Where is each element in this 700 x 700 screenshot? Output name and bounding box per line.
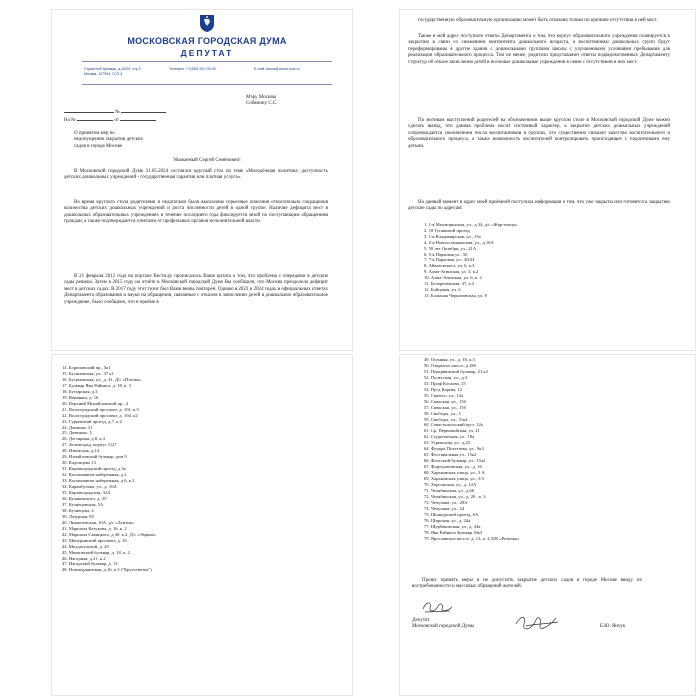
address-list-item: 32. Космонавтов набережная, д.2 xyxy=(62,472,127,478)
address-list-item: 53. Проф Козлова, 15 xyxy=(424,380,466,386)
address-list-item: 13. Большая Черкизовская, ул. 8 xyxy=(424,292,487,298)
address-list-item: 35. Кировоградская, 32А xyxy=(62,490,111,496)
address-list-item: 38. Кузнецова, 4 xyxy=(62,507,94,513)
address-list-item: 72. Челябинская, ул., д. 20 , к. 3 xyxy=(424,493,486,499)
letter-page-1 xyxy=(52,10,352,350)
outgoing-number-line: № xyxy=(64,110,166,116)
address-list-item: 20. Верхний Михайловский пр., 4 xyxy=(62,400,128,406)
kindergarten-address-list xyxy=(424,222,517,299)
address-list-item: 12. Бойцовая, ул. 6 xyxy=(424,286,461,292)
handwritten-initials xyxy=(420,599,460,615)
address-list-item: 65. Фестивальная ул., 15к2 xyxy=(424,452,477,458)
address-list-item: 19. Вешняки, д. 16 xyxy=(62,394,99,400)
address-list-item: 21. Волгоградский проспект, д. 101, к.5 xyxy=(62,406,139,412)
address-list-item: 41. Маршала Катукова, д. 16, к. 2 xyxy=(62,525,127,531)
address-list-item: 54. Пр-д Карева, 12 xyxy=(424,386,462,392)
paragraph: В Московской городской Думе 31.05.2024 состоялся круглый стол по теме «Молодёжная политика: доступность детских дошкольных учреждений - государственная гарантия или платная услуга». xyxy=(64,169,328,181)
address-list-item: 1. 1-я Мытищинская, ул., д.34, д/с «Жар-птица» xyxy=(424,222,518,227)
letterhead-rule xyxy=(82,61,332,62)
address-list-item: 77. Щербаковская, ул., д. 44а xyxy=(424,523,481,529)
address-list-item: 46. Нагорная, д.21, к.2 xyxy=(62,555,106,561)
address-list-item: 4. 2-я Новоостанкинская, ул., д.10А xyxy=(424,239,494,245)
reference-number-line: На № от xyxy=(64,118,156,124)
address-list-item: 8. Айвазовского, ул. 6, к.3 xyxy=(424,263,475,269)
address-list-item: 17. Бульвар Яна Райниса, д. 18, к. 3 xyxy=(62,382,131,388)
letter-page-4 xyxy=(400,355,695,695)
address-list-item: 60. Севастопольский пр-т, 12а xyxy=(424,422,483,428)
letter-page-2 xyxy=(400,10,695,350)
paragraph: В 21 февраля 2012 года на портале Вести.ру прописалось Ваше цитата о том, что проблема с очередями в детские сады решена. Затем в 2015 году на отчёте в Московской городской Думе Вы сообщили, что Москва преодолела дефицит мест в детских садах. В 2017 году этот тезис был Вами вновь повторён. Однако в 2023 и 2024 годах в официальных ответах Департамента образования и науки на обращения, связанные с отказом в зачислении детей в дошкольное образовательное учреждение, было сообщено, что в приёме в xyxy=(64,274,328,305)
address-list-item: 2. 18 Тупиковой проезд xyxy=(424,227,470,233)
address-list-item: 74. Чечулина, ул., 24 xyxy=(424,505,465,511)
letter-page-3 xyxy=(52,355,352,695)
address-list-item: 44. Молдагуловой, д. 20 xyxy=(62,543,109,549)
address-list-item: 57. Сиваская, ул., 15б xyxy=(424,404,466,410)
address-list-item: 28. Изюмская, д.14 xyxy=(62,448,100,454)
address-list-item: 24. Дениова, 31 xyxy=(62,424,93,430)
address-list-item: 52. Полесская, ул., д.3 xyxy=(424,374,468,380)
address-list-item: 66. Флотский бульвар, ул., 15а2 xyxy=(424,458,486,464)
address-list-item: 73. Чечулина, ул., 20А xyxy=(424,499,468,505)
address-list-item: 6. 5-я Парковая ул., 50 xyxy=(424,251,468,257)
address-list-item: 3. 1-я Владимирская, ул., 15а xyxy=(424,233,481,239)
address-list-item: 5. 50 лет Октября, ул., 21А xyxy=(424,245,477,251)
address-list-item: 11. Белореченская, 47, к.2 xyxy=(424,281,475,287)
reference-label: На № xyxy=(64,118,76,123)
address-list-item: 40. Лианозовская, 10А, д/с «Лунтик» xyxy=(62,519,135,525)
address-list-item: 33. Космонавтов набережная, д.6, к.3 xyxy=(62,478,135,484)
address-list-item: 18. Бутырская, д.3 xyxy=(62,388,98,394)
address-list-item: 31. Кировоградский проезд, д.3а xyxy=(62,466,126,472)
letterhead-role: ДЕПУТАТ xyxy=(180,48,234,58)
address-list-item: 9. Алма-Атинская, ул. 3, к.2 xyxy=(424,269,479,275)
address-list-item: 15. Бусиновская, ул., 37 к1 xyxy=(62,370,114,376)
address-list-item: 25. Довенько, 5 xyxy=(62,430,92,436)
address-list-item: 71. Челябинская, ул., д.60 xyxy=(424,487,475,493)
letter-subject: О принятии мер по недопущению закрытия детских садов в городе Москве xyxy=(74,131,144,149)
address-list-item: 48. Новокуркинская, д.16, к.3 ("Кругосветка") xyxy=(62,567,152,573)
address-list-item: 16. Бусиновская, ул., д. 41, Д/с «Пчелка» xyxy=(62,376,142,382)
paragraph: Во время круглого стола родителями и педагогами были высказаны серьезные опасения относительно сокращения количества детских дошкольных учреждений и роста численности детей в одной группе. Наличие дефицита мест в дошкольных образовательных учреждениях в течение последнего года фиксируется мной по поступающим обращениям граждан, а также подтверждается ответами от профильных органов исполнительной власти. xyxy=(64,200,328,225)
address-list-item: 75. Шенкурский проезд, 6А xyxy=(424,511,479,517)
address-list-item: 59. Свободы, ул., 51к4 xyxy=(424,416,468,422)
address-list-item: 7. 7-я Парковая, ул., 30/24 xyxy=(424,257,475,263)
address-list-item: 76. Широкая, ул., д. 24а xyxy=(424,517,471,523)
address-list-item: 58. Свободы, ул., 5 xyxy=(424,410,461,416)
address-list-item: 36. Кулаковского, д. 35 xyxy=(62,495,107,501)
address-list-item: 30. Кадомцева 13 xyxy=(62,460,96,466)
address-list-item: 14. Бориловский пр., 5к1 xyxy=(62,365,111,370)
kindergarten-address-list xyxy=(62,365,156,573)
greeting: Уважаемый Сергей Семёнович! xyxy=(173,158,241,163)
address-list-item: 62. Студенческая, ул., 18а xyxy=(424,434,475,440)
address-list-item: 69. Харьковская улица, ул., 5/3 xyxy=(424,476,484,482)
address-list-item: 70. Херсонская, ул., д. 12А xyxy=(424,482,477,488)
address-list-item: 63. Угрешская, ул., д.23 xyxy=(424,440,471,446)
address-list-item: 68. Харьковская улица, ул., 3 А xyxy=(424,470,485,476)
address-list-item: 55. Святого, ул., 13а xyxy=(424,392,464,398)
address-list-item: 56. Сиваская, ул., 15б xyxy=(424,398,466,404)
signatory-title: Депутат Московской городской Думы xyxy=(412,618,475,630)
address-list-item: 39. Лазурная, 83 xyxy=(62,513,94,519)
address-list-item: 29. Измайловский бульвар, дом 9 xyxy=(62,454,127,460)
address-list-item: 50. Открытое шоссе, д.28б xyxy=(424,362,477,368)
paragraph: По мотивам выступлений родителей на обозначенном выше круглом столе в Московской городской Думе можно сделать вывод, что данная проблема носит системный характер, а закрытие детских дошкольных учреждений сопровождается увеличением числа воспитанников в группах, что существенно снижает качество воспитательного и образовательного процесса, а также возможность воспитателей контролировать происходящее с подопечными ему детьми. xyxy=(408,118,670,149)
address-list-item: 78. Яна Райниса бульвар 18к3 xyxy=(424,529,483,535)
paragraph: государственную образовательную организацию может быть отказано только по причине отсутствия в ней мест. xyxy=(418,18,658,23)
address-list-item: 26. Дегтярная, д.8, к.3 xyxy=(62,436,106,442)
address-list-item: 37. Кузнецовская, 5А xyxy=(62,501,104,507)
moscow-crest-icon xyxy=(198,13,216,33)
address-list-item: 67. Фортунатовская, ул., д. 16 xyxy=(424,464,482,470)
letterhead-org: МОСКОВСКАЯ ГОРОДСКАЯ ДУМА xyxy=(127,36,287,46)
address-list-item: 51. Перервинский бульвар, 21 к2 xyxy=(424,368,488,374)
paragraph: Также в мой адрес поступили ответы Департамента о том, что корпус образовательного учреждения планируется к закрытию в связи со снижением контингента дошкольного возраста, а воспитанники дошкольных групп будут переформированы в другие здания с дошкольными группами школы с улучшенными условиями пребывания для реализации образовательного процесса. Тем не менее, родители представляют ответы подведомственных Департаменту структур об отказе зачисления детей в ясельные дошкольные учреждения в связи с отсутствием в них мест. xyxy=(408,34,670,65)
address-list-item: 10. Алма-Атинская, ул. 6, к. 2 xyxy=(424,275,482,281)
paragraph: На данный момент в адрес моей приёмной поступила информация о том, что уже закрыты или готовятся к закрытию детские сады по адресам: xyxy=(408,200,670,212)
letterhead-rule-bottom xyxy=(82,84,332,85)
address-list-item: 64. Федора Полетаева, ул., 9к3 xyxy=(424,446,484,452)
address-list-item: 34. Карамбулова, ул., д. 16А xyxy=(62,484,117,490)
contact-address: Страстной бульвар, д.15/29, стр.2, Москва, 127994, ГСП-4 xyxy=(84,67,142,76)
address-list-item: 42. Маршала Савицкого, д.30, к.2, Д/с «Эврика» xyxy=(62,531,156,537)
address-list-item: 22. Волгоградский проспект, д. 104, к2 xyxy=(62,412,138,418)
handwritten-signature xyxy=(512,612,562,634)
contact-phone: Телефон: +7(495) 957-05-00 xyxy=(169,67,216,71)
address-list-item: 27. Зеленоград, корпус 1127 xyxy=(62,442,117,448)
address-list-item: 49. Осенняя, ул., д. 18, к.3 xyxy=(424,357,475,362)
kindergarten-address-list xyxy=(424,357,519,542)
contact-email: E-mail: duma@duma.mos.ru xyxy=(254,67,300,71)
signatory-name: Е.Ю. Янчук xyxy=(600,624,626,629)
closing-request: Прошу принять меры и не допустить закрытие детских садов в городе Москве ввиду их востребованности и массовых обращений жителей. xyxy=(412,578,642,590)
address-list-item: 23. Гурьевский проезд, д.7, к.2 xyxy=(62,418,122,424)
address-list-item: 61. Ср. Первомайская, ул. 21 xyxy=(424,428,480,434)
address-list-item: 47. Нагорский бульвар, д. 13 xyxy=(62,561,118,567)
address-list-item: 43. Мичуринский проспект, д. 16 xyxy=(62,537,127,543)
address-list-item: 45. Мячковский бульвар, д. 18, к. 2 xyxy=(62,549,130,555)
address-list-item: 79. Ярославское шоссе, д. 13, к. 4 Д/К «Розочка» xyxy=(424,535,520,541)
addressee: Мэру Москвы Собянину С.С. xyxy=(246,95,278,107)
